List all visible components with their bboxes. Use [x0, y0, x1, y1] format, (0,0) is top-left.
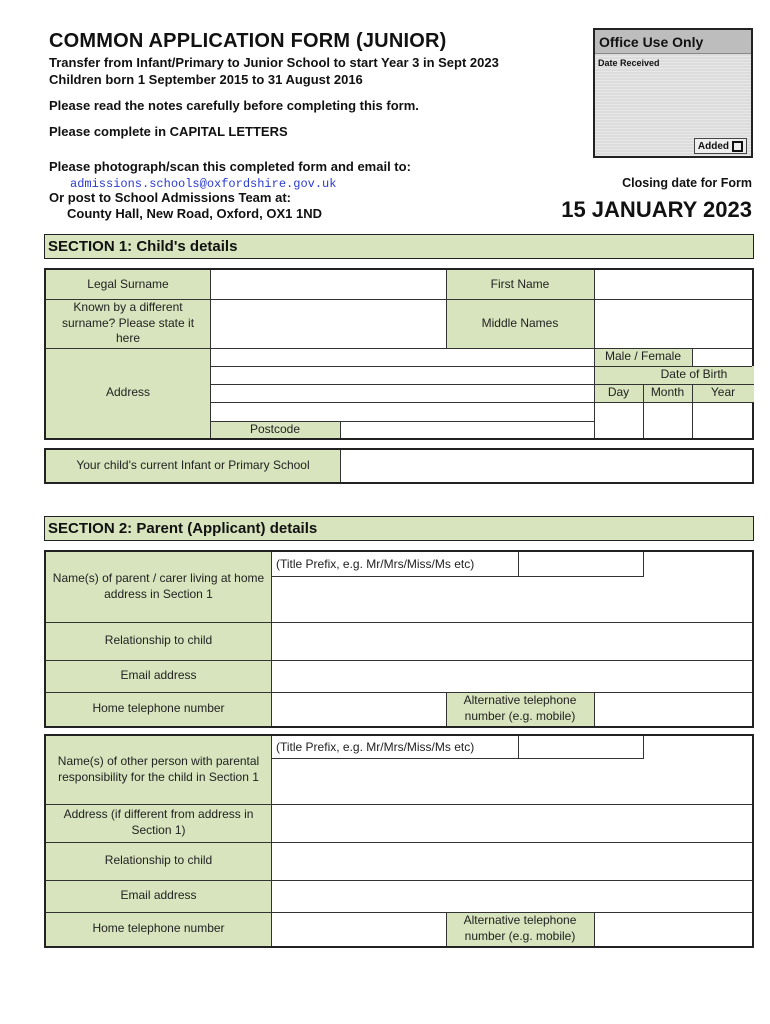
- first-name-field[interactable]: [595, 270, 752, 299]
- relationship-label: Relationship to child: [104, 633, 213, 648]
- dob-label: Date of Birth: [660, 367, 728, 382]
- form-subtitle: Transfer from Infant/Primary to Junior School to start Year 3 in Sept 2023: [49, 55, 499, 70]
- current-school-table: [44, 448, 754, 484]
- dob-year-label: Year: [710, 385, 736, 400]
- email-label: Email address: [120, 668, 197, 683]
- current-school-field[interactable]: [341, 450, 752, 482]
- section2-heading: SECTION 2: Parent (Applicant) details: [44, 516, 754, 541]
- child-details-table: [44, 268, 754, 440]
- added-label: Added: [697, 140, 729, 152]
- alt-phone-label-2: Alternative telephone number (e.g. mobile): [463, 913, 577, 943]
- other-person-names-field[interactable]: [272, 759, 752, 804]
- gender-label: Male / Female: [604, 349, 682, 364]
- middle-names-field[interactable]: [595, 300, 752, 348]
- relationship-label-2: Relationship to child: [104, 853, 213, 868]
- title-prefix-field-2[interactable]: [519, 736, 643, 758]
- parent-names-label: Name(s) of parent / carer living at home address in Section 1: [52, 571, 265, 601]
- dob-day-field[interactable]: [595, 403, 643, 438]
- email-field-2[interactable]: [272, 881, 752, 912]
- parent-names-field[interactable]: [272, 577, 752, 622]
- middle-names-label: Middle Names: [481, 315, 559, 330]
- alt-phone-label: Alternative telephone number (e.g. mobile): [463, 693, 577, 723]
- read-notes-instruction: Please read the notes carefully before completing this form.: [49, 98, 419, 113]
- checkbox-icon: [732, 141, 743, 152]
- dob-year-field[interactable]: [693, 403, 752, 438]
- relationship-field-2[interactable]: [272, 843, 752, 880]
- address-field[interactable]: [211, 349, 594, 421]
- email-label-2: Email address: [120, 888, 197, 903]
- address-label: Address: [105, 385, 151, 400]
- dob-day-label: Day: [607, 385, 630, 400]
- home-phone-label: Home telephone number: [92, 701, 225, 716]
- email-instruction: Please photograph/scan this completed form and email to:: [49, 159, 411, 174]
- title-prefix-hint: (Title Prefix, e.g. Mr/Mrs/Miss/Ms etc): [276, 557, 475, 571]
- dob-month-label: Month: [650, 385, 685, 400]
- postcode-field[interactable]: [341, 422, 594, 438]
- parent-details-table: [44, 550, 754, 728]
- home-phone-field[interactable]: [272, 693, 446, 726]
- known-by-field[interactable]: [211, 300, 446, 348]
- email-field[interactable]: [272, 661, 752, 692]
- office-use-box: [593, 28, 753, 158]
- closing-date-label: Closing date for Form: [622, 176, 752, 190]
- section1-heading: SECTION 1: Child's details: [44, 234, 754, 259]
- alt-phone-field-2[interactable]: [595, 913, 752, 946]
- title-prefix-field[interactable]: [519, 552, 643, 576]
- capitals-instruction: Please complete in CAPITAL LETTERS: [49, 124, 288, 139]
- postcode-label: Postcode: [249, 421, 301, 436]
- legal-surname-label: Legal Surname: [87, 276, 169, 291]
- title-prefix-hint-2: (Title Prefix, e.g. Mr/Mrs/Miss/Ms etc): [276, 740, 475, 754]
- birth-range: Children born 1 September 2015 to 31 August 2016: [49, 72, 363, 87]
- office-use-title: Office Use Only: [595, 30, 751, 54]
- other-address-label: Address (if different from address in Section 1): [63, 807, 254, 837]
- first-name-label: First Name: [490, 276, 550, 291]
- date-received-label: Date Received: [598, 58, 660, 68]
- current-school-label: Your child's current Infant or Primary School: [76, 458, 310, 473]
- relationship-field[interactable]: [272, 623, 752, 660]
- gender-field[interactable]: [693, 349, 752, 366]
- post-address: County Hall, New Road, Oxford, OX1 1ND: [67, 206, 322, 221]
- other-parent-table: [44, 734, 754, 948]
- home-phone-field-2[interactable]: [272, 913, 446, 946]
- home-phone-label-2: Home telephone number: [92, 921, 225, 936]
- legal-surname-field[interactable]: [211, 270, 446, 299]
- known-by-label: Known by a different surname? Please state it here: [61, 300, 195, 346]
- form-title: COMMON APPLICATION FORM (JUNIOR): [49, 30, 447, 52]
- closing-date: 15 JANUARY 2023: [561, 197, 752, 222]
- other-address-field[interactable]: [272, 805, 752, 842]
- dob-month-field[interactable]: [644, 403, 692, 438]
- other-person-names-label: Name(s) of other person with parental responsibility for the child in Section 1: [57, 754, 260, 784]
- post-instruction: Or post to School Admissions Team at:: [49, 190, 291, 205]
- added-checkbox[interactable]: [694, 138, 747, 154]
- alt-phone-field[interactable]: [595, 693, 752, 726]
- admissions-email-link[interactable]: admissions.schools@oxfordshire.gov.uk: [70, 177, 337, 191]
